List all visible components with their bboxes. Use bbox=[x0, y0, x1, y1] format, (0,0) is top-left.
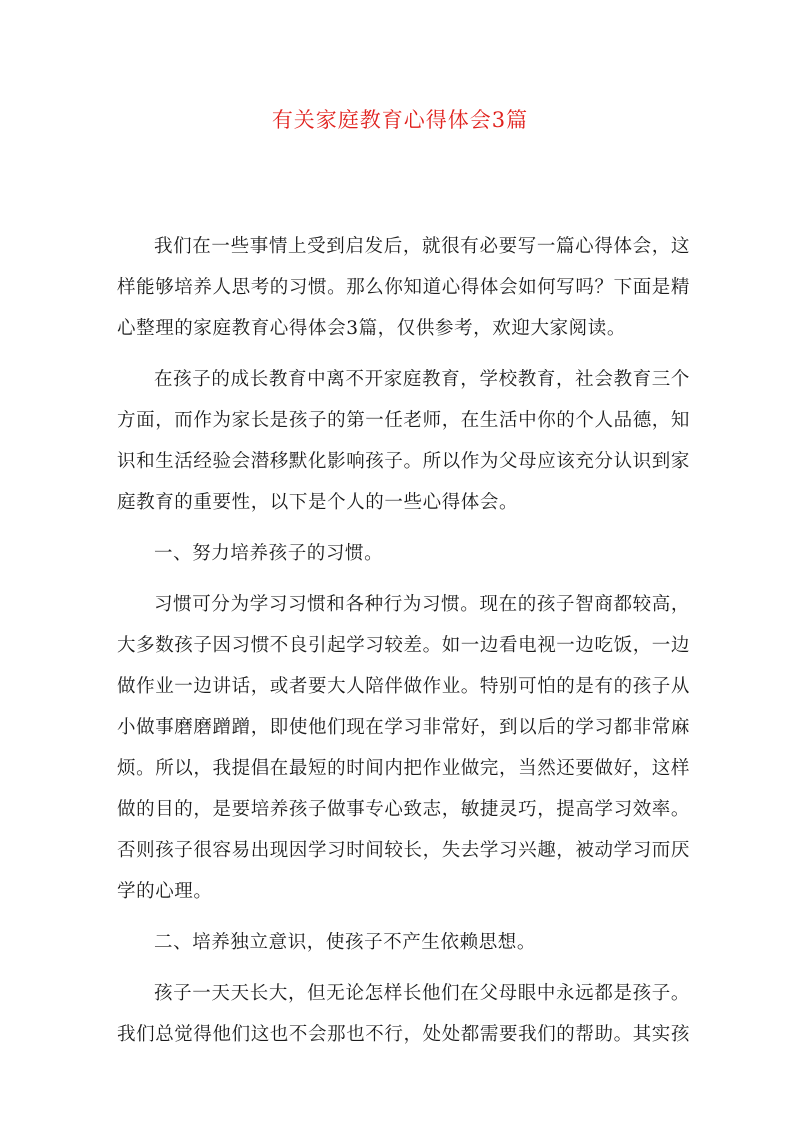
paragraph-habits: 习惯可分为学习习惯和各种行为习惯。现在的孩子智商都较高，大多数孩子因习惯不良引起学习较差。如一边看电视一边吃饭，一边做作业一边讲话，或者要大人陪伴做作业。特别可怕的是有的孩子从小做事磨磨蹭蹭，即使他们现在学习非常好，到以后的学习都非常麻烦。所以，我提倡在最短的时间内把作业做完，当然还要做好，这样做的目的，是要培养孩子做事专心致志，敏捷灵巧，提高学习效率。否则孩子很容易出现因学习时间较长，失去学习兴趣，被动学习而厌学的心理。 bbox=[117, 594, 691, 902]
paragraph-family-education: 在孩子的成长教育中离不开家庭教育，学校教育，社会教育三个方面，而作为家长是孩子的第一任老师，在生活中你的个人品德，知识和生活经验会潜移默化影响孩子。所以作为父母应该充分认识到家庭教育的重要性，以下是个人的一些心得体会。 bbox=[117, 369, 691, 513]
section-heading-independence: 二、培养独立意识，使孩子不产生依赖思想。 bbox=[154, 932, 537, 953]
document-title: 有关家庭教育心得体会3篇 bbox=[271, 108, 529, 132]
paragraph-intro: 我们在一些事情上受到启发后，就很有必要写一篇心得体会，这样能够培养人思考的习惯。那么你知道心得体会如何写吗？下面是精心整理的家庭教育心得体会3篇，仅供参考，欢迎大家阅读。 bbox=[117, 236, 691, 339]
document-body bbox=[117, 226, 690, 1065]
section-heading-habits: 一、努力培养孩子的习惯。 bbox=[154, 543, 384, 564]
paragraph-independence: 孩子一天天长大，但无论怎样长他们在父母眼中永远都是孩子。我们总觉得他们这也不会那也不行，处处都需要我们的帮助。其实孩 bbox=[117, 983, 691, 1045]
